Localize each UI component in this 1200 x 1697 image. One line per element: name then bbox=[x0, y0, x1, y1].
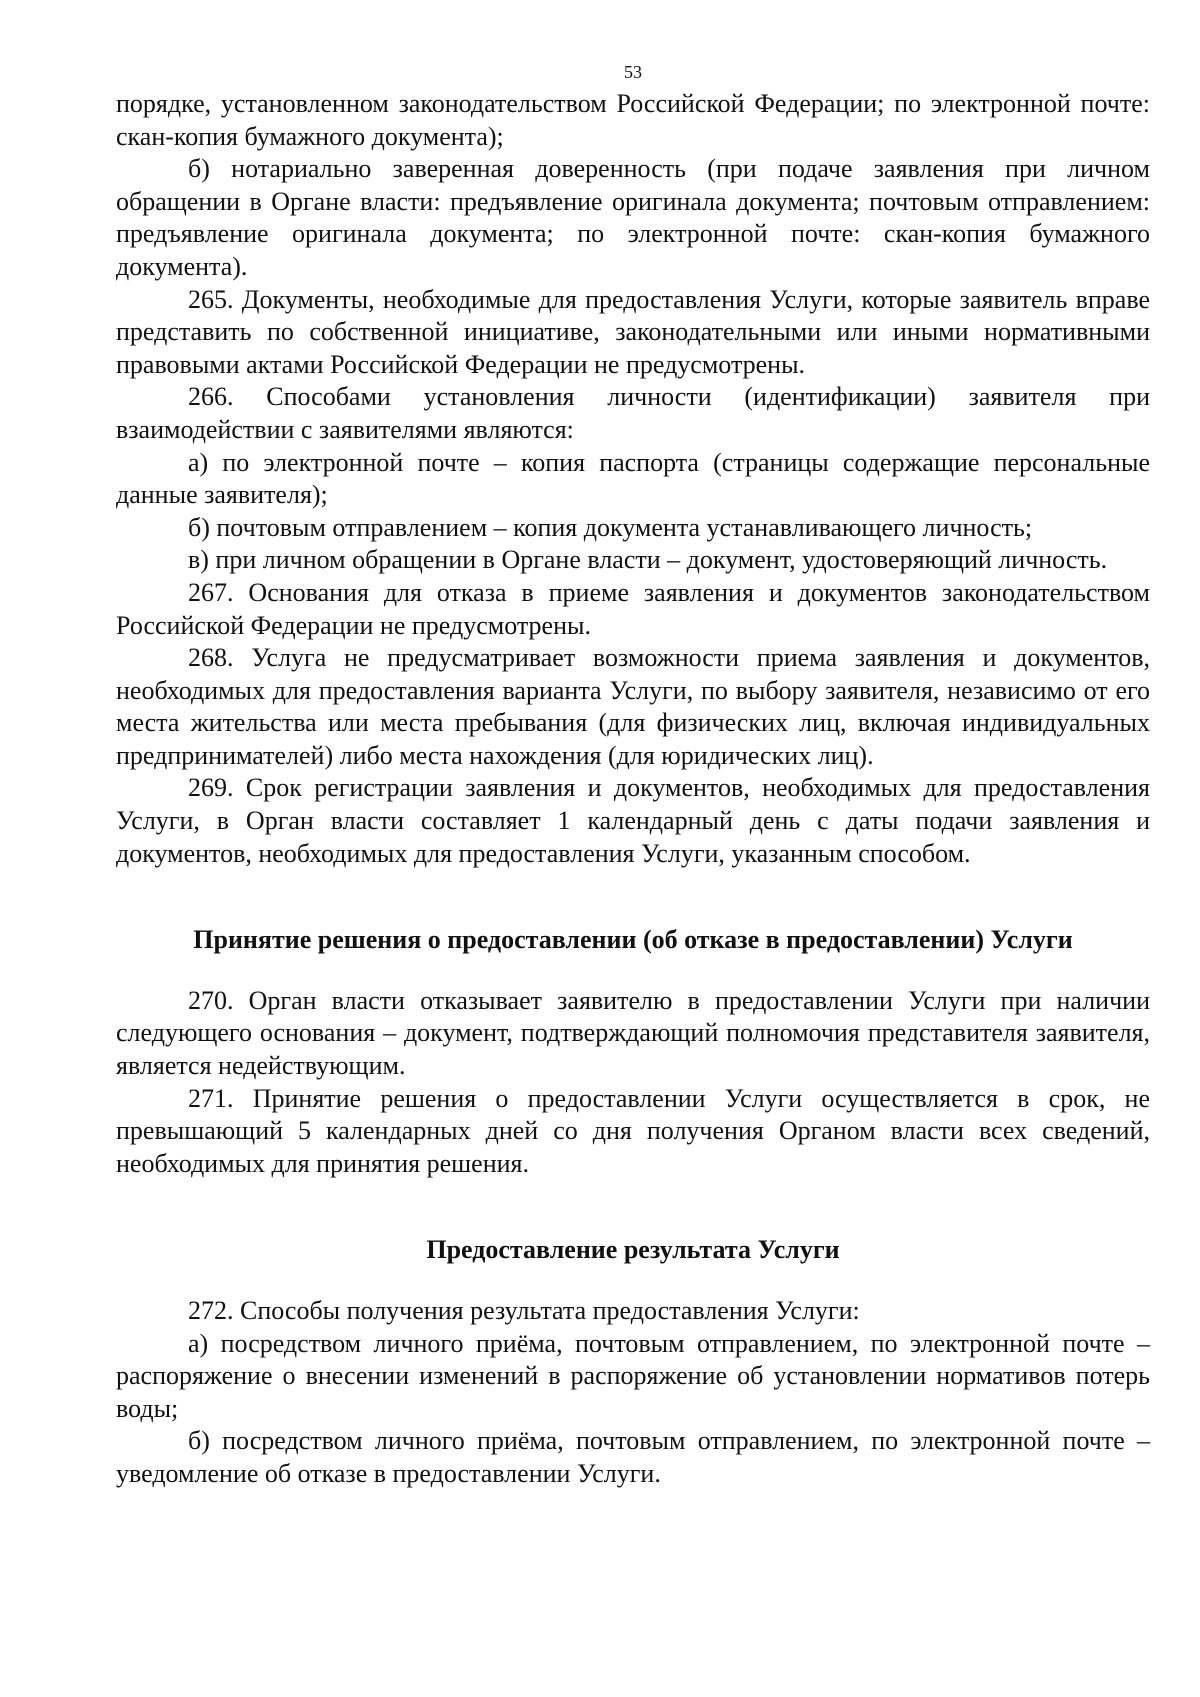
document-page bbox=[116, 58, 1150, 1491]
paragraph-267: 267. Основания для отказа в приеме заявления и документов законодательством Российской Федерации не предусмотрены. bbox=[116, 577, 1150, 640]
paragraph-item-b-notarized: б) нотариально заверенная доверенность (при подаче заявления при личном обращении в Органе власти: предъявление оригинала документа; почтовым отправлением: предъявление оригинала документа; по электронной почте: скан-копия бумажного документа). bbox=[116, 154, 1150, 281]
paragraph-266-a: а) по электронной почте – копия паспорта (страницы содержащие персональные данные заявителя); bbox=[116, 447, 1150, 510]
paragraph-271: 271. Принятие решения о предоставлении Услуги осуществляется в срок, не превышающий 5 календарных дней со дня получения Органом власти всех сведений, необходимых для принятия решения. bbox=[116, 1083, 1150, 1178]
paragraph-272-a: а) посредством личного приёма, почтовым отправлением, по электронной почте – распоряжение о внесении изменений в распоряжение об установлении нормативов потерь воды; bbox=[116, 1328, 1150, 1423]
paragraph-continuation: порядке, установленном законодательством Российской Федерации; по электронной почте: скан-копия бумажного документа); bbox=[116, 89, 1150, 151]
paragraph-266: 266. Способами установления личности (идентификации) заявителя при взаимодействии с заявителями являются: bbox=[116, 382, 1150, 444]
paragraph-270: 270. Орган власти отказывает заявителю в предоставлении Услуги при наличии следующего основания – документ, подтверждающий полномочия представителя заявителя, является недействующим. bbox=[116, 985, 1150, 1081]
section-heading-decision: Принятие решения о предоставлении (об отказе в предоставлении) Услуги bbox=[193, 925, 1073, 955]
page-number: 53 bbox=[624, 62, 642, 82]
paragraph-266-c: в) при личном обращении в Органе власти – документ, удостоверяющий личность. bbox=[188, 545, 1108, 575]
paragraph-265: 265. Документы, необходимые для предоставления Услуги, которые заявитель вправе представить по собственной инициативе, законодательными или иными нормативными правовыми актами Российской Федерации не предусмотрены. bbox=[116, 284, 1150, 379]
section-heading-result: Предоставление результата Услуги bbox=[426, 1235, 840, 1265]
paragraph-272-b: б) посредством личного приёма, почтовым отправлением, по электронной почте – уведомление об отказе в предоставлении Услуги. bbox=[116, 1426, 1150, 1488]
paragraph-272: 272. Способы получения результата предоставления Услуги: bbox=[188, 1296, 860, 1325]
paragraph-266-b: б) почтовым отправлением – копия документа устанавливающего личность; bbox=[188, 512, 1033, 542]
paragraph-268: 268. Услуга не предусматривает возможности приема заявления и документов, необходимых для предоставления варианта Услуги, по выбору заявителя, независимо от его места жительства или места пребывания (для физических лиц, включая индивидуальных предпринимателей) либо места нахождения (для юридических лиц). bbox=[116, 643, 1150, 770]
paragraph-269: 269. Срок регистрации заявления и документов, необходимых для предоставления Услуги, в Орган власти составляет 1 календарный день с даты подачи заявления и документов, необходимых для предоставления Услуги, указанным способом. bbox=[116, 773, 1150, 868]
